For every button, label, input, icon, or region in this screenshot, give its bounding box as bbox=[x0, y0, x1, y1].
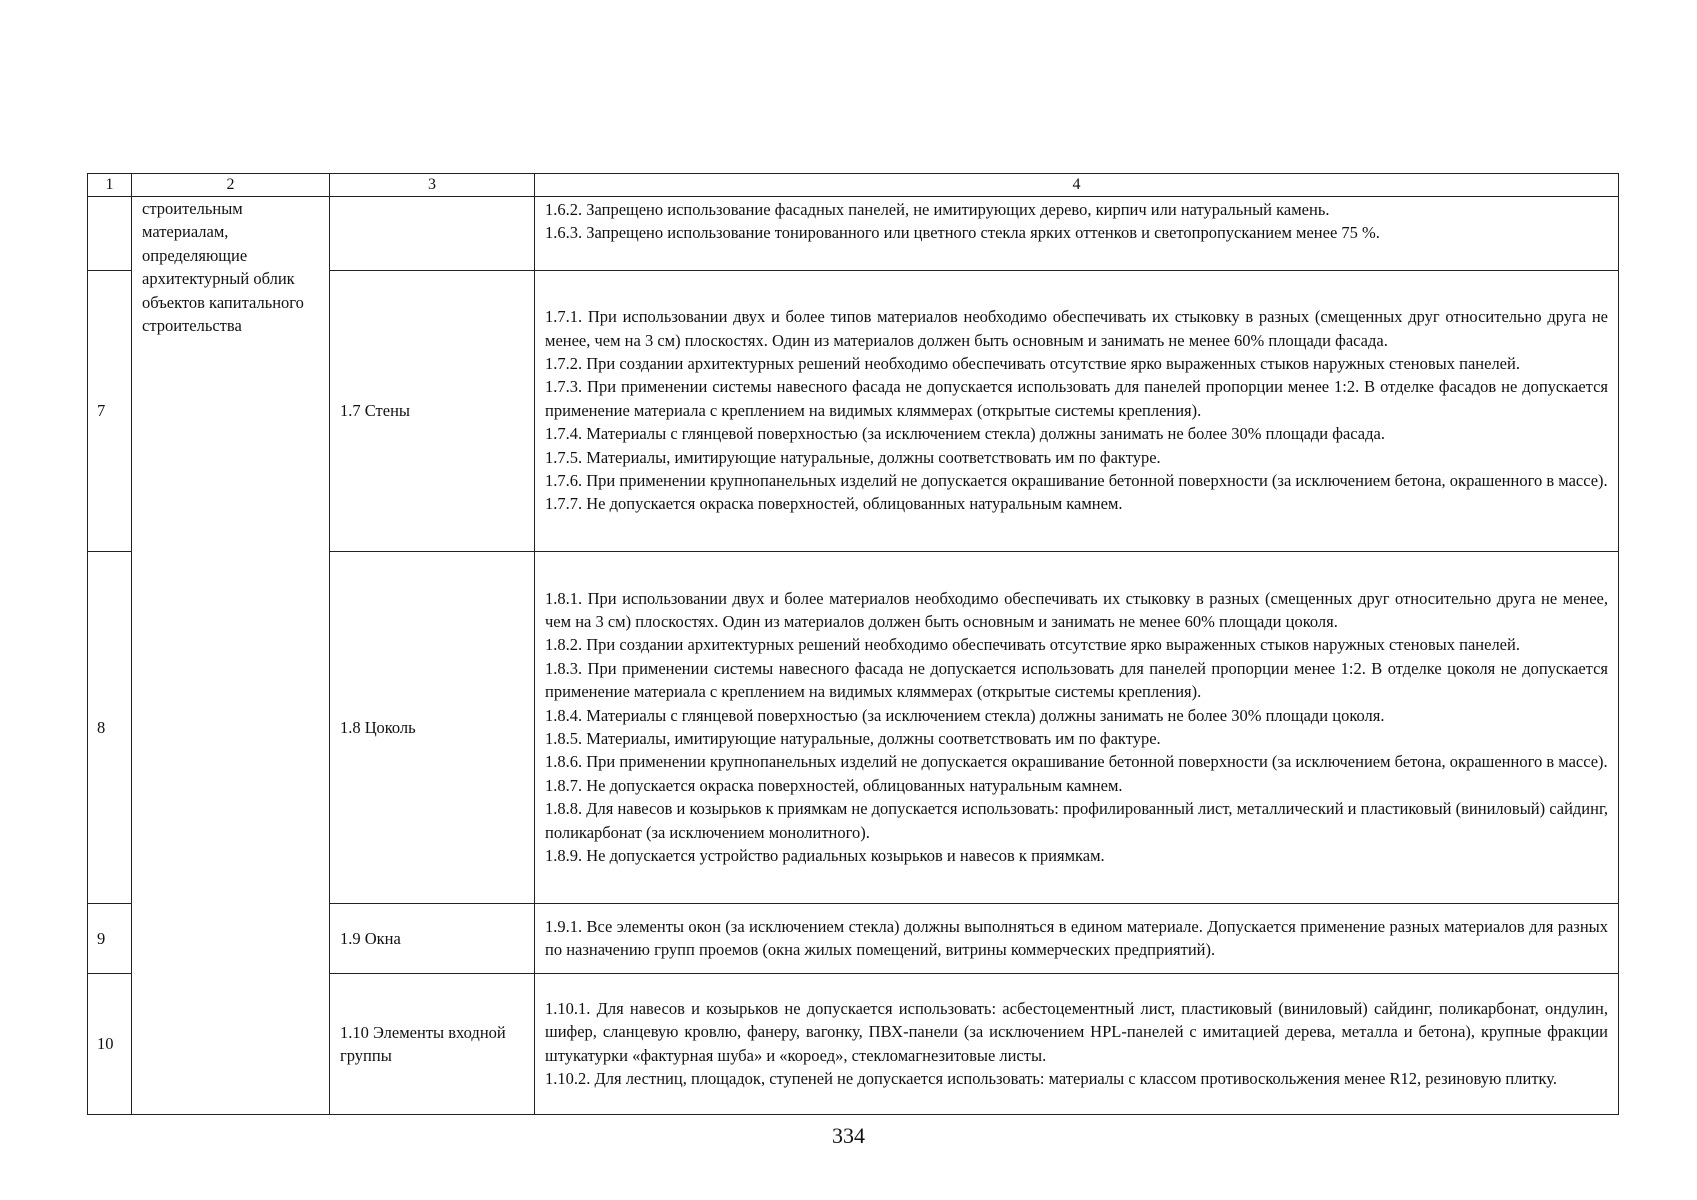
rule-text: 1.7.5. Материалы, имитирующие натуральные, должны соответствовать им по фактуре. bbox=[545, 447, 1161, 467]
table-row bbox=[88, 197, 1619, 271]
rule-text: 1.8.8. Для навесов и козырьков к приямкам не допускается использовать: профилированный лист, металлический и пластиковый (виниловый) сайдинг, поликарбонат (за исключением монолитного). bbox=[545, 799, 1608, 842]
rules-cell bbox=[535, 552, 1619, 904]
rule-text: 1.8.6. При применении крупнопанельных изделий не допускается окрашивание бетонной поверхности (за исключением бетона, окрашенного в массе). bbox=[545, 752, 1608, 772]
rule-text: 1.8.5. Материалы, имитирующие натуральные, должны соответствовать им по фактуре. bbox=[545, 729, 1161, 748]
category-cell: строительным материалам, определяющие архитектурный облик объектов капитального строительства bbox=[132, 197, 330, 1115]
rule-text: 1.10.2. Для лестниц, площадок, ступеней не допускается использовать: материалы с классом противоскольжения менее R12, резиновую плитку. bbox=[545, 1068, 1558, 1088]
row-number: 10 bbox=[88, 974, 132, 1115]
table-header-row bbox=[88, 174, 1619, 197]
row-number: 7 bbox=[88, 271, 132, 552]
page-number: 334 bbox=[832, 1123, 865, 1148]
rule-text: 1.7.1. При использовании двух и более типов материалов необходимо обеспечивать их стыковку в разных (смещенных друг относительно друга не менее, чем на 3 см) плоскостях. Один из материалов должен быть основным и занимать не менее 60% площади фасада. bbox=[545, 307, 1608, 350]
rule-text: 1.7.6. При применении крупнопанельных изделий не допускается окрашивание бетонной поверхности (за исключением бетона, окрашенного в массе). bbox=[545, 471, 1608, 491]
row-label: 1.9 Окна bbox=[330, 904, 535, 974]
rule-text: 1.7.3. При применении системы навесного фасада не допускается использовать для панелей пропорции менее 1:2. В отделке фасадов не допускается применение материала с креплением на видимых кляммерах (открытые системы крепления). bbox=[545, 377, 1608, 420]
rule-text: 1.8.3. При применении системы навесного фасада не допускается использовать для панелей пропорции менее 1:2. В отделке цоколя не допускается применение материала с креплением на видимых кляммерах (открытые системы крепления). bbox=[545, 658, 1608, 702]
header-cell-1: 1 bbox=[88, 174, 132, 197]
rule-text: 1.8.7. Не допускается окраска поверхностей, облицованных натуральным камнем. bbox=[545, 775, 1123, 795]
row-number bbox=[88, 197, 132, 271]
rules-cell bbox=[535, 197, 1619, 271]
rules-cell bbox=[535, 904, 1619, 974]
row-label: 1.8 Цоколь bbox=[330, 552, 535, 904]
row-label bbox=[330, 197, 535, 271]
rule-text: 1.9.1. Все элементы окон (за исключением стекла) должны выполняться в едином материале. Допускается применение разных материалов для разных по назначению групп проемов (окна жилых помещений, витрины коммерческих предприятий). bbox=[545, 916, 1608, 959]
header-cell-3: 3 bbox=[330, 174, 535, 197]
rule-text: 1.8.2. При создании архитектурных решений необходимо обеспечивать отсутствие ярко выраженных стыков наружных стеновых панелей. bbox=[545, 635, 1520, 655]
rule-text: 1.6.2. Запрещено использование фасадных панелей, не имитирующих дерево, кирпич или натуральный камень. bbox=[545, 200, 1330, 219]
rules-cell bbox=[535, 974, 1619, 1115]
rule-text: 1.7.2. При создании архитектурных решений необходимо обеспечивать отсутствие ярко выраженных стыков наружных стеновых панелей. bbox=[545, 353, 1520, 373]
rule-text: 1.8.1. При использовании двух и более материалов необходимо обеспечивать их стыковку в разных (смещенных друг относительно друга не менее, чем на 3 см) плоскостях. Один из материалов должен быть основным и занимать не менее 60% площади цоколя. bbox=[545, 588, 1608, 631]
rule-text: 1.8.9. Не допускается устройство радиальных козырьков и навесов к приямкам. bbox=[545, 846, 1105, 866]
rule-text: 1.7.7. Не допускается окраска поверхностей, облицованных натуральным камнем. bbox=[545, 494, 1123, 514]
rule-text: 1.7.4. Материалы с глянцевой поверхностью (за исключением стекла) должны занимать не более 30% площади фасада. bbox=[545, 424, 1385, 444]
row-label: 1.10 Элементы входной группы bbox=[330, 974, 535, 1115]
row-label: 1.7 Стены bbox=[330, 271, 535, 552]
header-cell-2: 2 bbox=[132, 174, 330, 197]
row-number: 9 bbox=[88, 904, 132, 974]
header-cell-4: 4 bbox=[535, 174, 1619, 197]
rules-cell bbox=[535, 271, 1619, 552]
regulations-table bbox=[87, 173, 1619, 1115]
rule-text: 1.10.1. Для навесов и козырьков не допускается использовать: асбестоцементный лист, пластиковый (виниловый) сайдинг, поликарбонат, ондулин, шифер, сланцевую кровлю, фанеру, вагонку, ПВХ-панели (за исключением HPL-панелей с имитацией дерева, металла и бетона), крупные фракции штукатурки «фактурная шуба» и «короед», стекломагнезитовые листы. bbox=[545, 998, 1608, 1065]
row-number: 8 bbox=[88, 552, 132, 904]
rule-text: 1.6.3. Запрещено использование тонированного или цветного стекла ярких оттенков и светопропусканием менее 75 %. bbox=[545, 223, 1380, 243]
rule-text: 1.8.4. Материалы с глянцевой поверхностью (за исключением стекла) должны занимать не более 30% площади цоколя. bbox=[545, 705, 1385, 725]
